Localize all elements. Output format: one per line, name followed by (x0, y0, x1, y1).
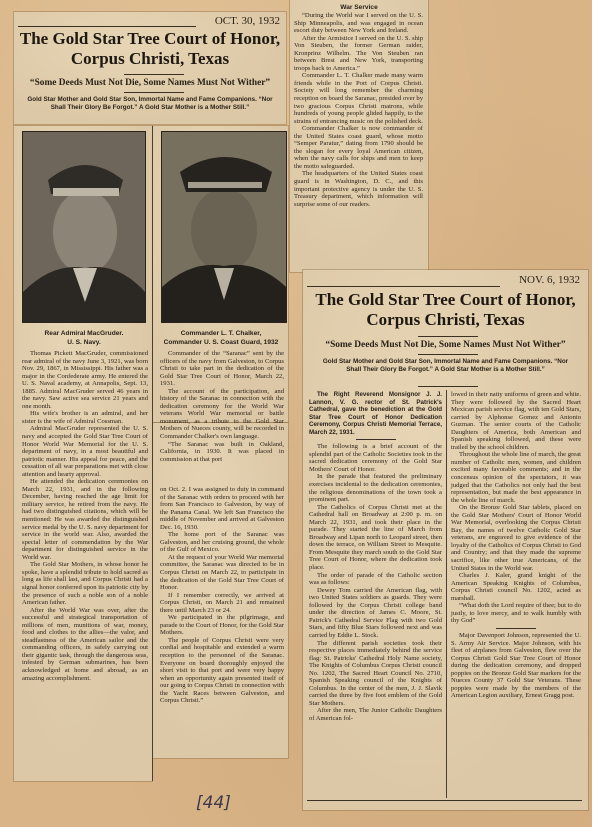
clipping-1-date: OCT. 30, 1932 (214, 15, 280, 27)
paragraph: At the request of your World War memorial committee, the Saranac was directed to be in Corpus Christi on March 22, to participate in the dedication of the Gold Star Tree Court of Honor. (160, 553, 284, 592)
paragraph: “During the World war I served on the U. S. Ship Minneapolis, and was engaged in ocean escort duty between New York and Ireland. (294, 12, 423, 35)
paragraph: After the World War was over, after the successful and strategical transportation of millions of men, munitions of war, money, food and clothes to the allies—the valor, and steadfastness of the American sailor and the commanding officers, in safely carrying out their gigantic task, through the dangerous seas, infested by German submarines, has been acknowledged at home and abroad, as an amazing accomplishment. (22, 606, 148, 682)
clipping-2-headline-line2: Corpus Christi, Texas (366, 310, 525, 329)
paragraph: The Catholics of Corpus Christi met at the Cathedral hall on Broadway at 2:00 p. m. on March 22, 1931, and took their place in the parade. They started the line of March from Broadway and Lipan north to Leopard street, then down the terrace, on William Street to Mesquite. From Mesquite they march south to the Gold Star Tree Court of Honor, where the dedication took place. (309, 503, 442, 572)
clipping-1-headline-line1: The Gold Star Tree Court of Honor, (19, 29, 281, 48)
rule (496, 628, 536, 629)
clipping-2 (303, 270, 588, 810)
date-rule (18, 26, 196, 27)
paragraph: Thomas Pickett MacGruder, commissioned rear admiral of the navy June 3, 1921, was born Nov. 29, 1867, in Mississippi. His father was a major in the Confederate army. He entered the U. S. Naval academy, at Annapolis, Sept. 13, 1885. Admiral MacGruder served 46 years in the navy. Saw active sea service 21 years and one month. (22, 350, 148, 410)
photo-2-caption-line1: Commander L. T. Chalker, (180, 330, 262, 337)
clipping-2-column-2 (451, 391, 581, 700)
paragraph: Major Davenport Johnson, represented the U. S. Army Air Service. Major Johnson, with his fleet of airplanes from Galveston, flew over the Corpus Christi Gold Star Tree Court of Honor during the dedication ceremony, and dropped poppies on the Bronze Gold Star markers for the Nueces County 37 Gold Star Veterans. These poppies were made by the members of the American Legion auxiliary, Ernest Gragg post. (451, 631, 581, 700)
clipping-2-date: NOV. 6, 1932 (519, 274, 580, 286)
paragraph: Throughout the whole line of march, the great number of Catholic men, women, and children excited many favorable comments; and in the concensus opinion of the spectators, it was judged that the Catholics not only had the best representation, but made the best appearance in the whole line of march. (451, 451, 581, 504)
photo-rear-admiral-macgruder (22, 131, 146, 323)
photo-commander-chalker (161, 131, 287, 323)
rule (124, 74, 184, 75)
clipping-1-header (14, 12, 286, 124)
handwritten-page-number: [44] (196, 793, 231, 813)
paragraph: on Oct. 2. I was assigned to duty in command of the Saranac with orders to proceed with her from San Francisco to Galveston, by way of the Panama Canal. We left San Francisco the middle of November and arrived at Galveston Dec. 16, 1930. (160, 486, 284, 531)
date-rule (307, 286, 500, 287)
paragraph: The account of the participation, and history of the Saranac in connection with the dedication ceremony for the World War veterans World War memorial or battle monument, as a tribute to the Gold Star Mothers of Nueces county, will be recorded in Commander Chalker's own language. (160, 387, 284, 441)
photo-1-caption-line2: U. S. Navy. (67, 338, 101, 346)
clipping-1-column-2b (160, 486, 284, 705)
paragraph: Commander Chalker is now commander of the United States coast guard, whose motto “Semper Paratur,” dating from 1790 should be the slogan for every loyal American citizen, when the navy calls for ships and men to keep the motto safeguarded. (294, 125, 423, 170)
photo-2-caption (155, 330, 287, 347)
rule (418, 354, 478, 355)
paragraph: lowed in their natty uniforms of green and white. They were followed by the Sacred Heart Mexican parish service flag, with ten Gold Stars, carried by Alphonse Gomez and Antonio Guzman. The senior courts of the Catholic Daughters of America, both American and Spanish speaking followed, and these were trailed by the school children. (451, 391, 581, 451)
clipping-1-subhead: “Some Deeds Must Not Die, Some Names Must Not Wither” (29, 78, 271, 88)
paragraph: If I remember correctly, we arrived at Corpus Christi, on March 21 and remained there until March 23 or 24. (160, 591, 284, 614)
clipping-2-deck: Gold Star Mother and Gold Star Son, Immortal Name and Fame Companions. “Nor Shall Their Glory Be Forgot.” A Gold Star Mother is a Mother Still.” (322, 358, 569, 373)
clipping-1-headline-line2: Corpus Christi, Texas (70, 49, 230, 68)
rule (356, 439, 396, 440)
war-service-heading: War Service (340, 4, 378, 11)
column-divider (152, 126, 153, 781)
clipping-1-column-2a (160, 350, 284, 463)
paragraph: The different parish societies took their respective places immediately behind the service flag: St. Patricks' Cathedral Holy Name society, The Knights of Columbus Corpus Christi council No. 1202, The Sacred Heart Council No. 2710, Spanish Speaking council of the Knights of Columbus. In the center of the men, J. J. Slavik carried the three by five foot emblem of the Gold Star Mothers. (309, 639, 442, 707)
lead-paragraph: The Right Reverend Monsignor J. J. Lannon, V. G. rector of St. Patrick's Cathedral, gave the benediction at the Gold Star Tree Court of Honor Dedication Ceremony, Corpus Christi Memorial Terrace, March 22, 1931. (309, 391, 442, 436)
rule (307, 800, 582, 801)
clipping-1-deck: Gold Star Mother and Gold Star Son, Immortal Name and Fame Companions. “Nor Shall Their Glory Be Forgot.” A Gold Star Mother is a Mother Still.” (27, 96, 273, 111)
paragraph: Commander of the “Saranac” sent by the officers of the navy from Galveston, to Corpus Christi to take part in the dedication of the Gold Star Tree Court of Honor, March 22, 1931. (160, 350, 284, 388)
paragraph: “The Saranac was built in Oakland, California, in 1930. It was placed in commission at that port (160, 440, 284, 463)
rule (418, 386, 478, 387)
clipping-1-column-3 (290, 11, 428, 208)
paragraph: The Gold Star Mothers, in whose honor he spoke, have a splendid tribute to hold sacred as long as life shall last, and Corpus Christi had a signal honor conferred upon its patriotic city by the presence of such a noble son of a noble American father. (22, 561, 148, 607)
photo-1-caption-line1: Rear Admiral MacGruder. (44, 330, 124, 337)
portrait-image (162, 132, 286, 322)
paragraph: His wife's brother is an admiral, and her sister is the wife of Admiral Cossman. (22, 410, 148, 425)
paragraph: The home port of the Saranac was Galveston, and her cruising ground, the whole of the Gulf of Mexico. (160, 531, 284, 554)
rule (124, 92, 184, 93)
clipping-1-column-1 (22, 350, 148, 682)
paragraph: Dewey Tom carried the American flag, with two United States soldiers as guards. They were followed by the Corpus Christi college band under the direction of James C. Moore, St. Patrick's Cathedral Service Flag with two Gold Stars, and fifty Blue Stars followed next and was carried by Eddie L. Stock. (309, 586, 442, 639)
paragraph: Admiral MacGruder represented the U. S. navy and accepted the Gold Star Tree Court of Honor World War Memorial for the U. S. department of navy, in a most beautiful and patriotic manner. His appeal for peace, and the cessation of all war preparations met with close attention and hearty approval. (22, 425, 148, 478)
paragraph: On the Bronze Gold Star tablets, placed on the Gold Star Mothers' Court of Honor World War Memorial, overlooking the Corpus Christi Bay, the names of twelve Catholic Gold Star veterans, are engraved to give evidence of the loyalty of the Catholics of Corpus Christi to God and Country; and that they made the supreme sacrifice, like other true Americans, of the United States in the World war. (451, 504, 581, 572)
paragraph: In the parade that featured the preliminary exercises incidental to the dedication ceremonies, the religious denominations of the town took a prominent part. (309, 473, 442, 504)
column-divider (446, 390, 447, 798)
paragraph: After the men, The Junior Catholic Daughters of American fol- (309, 707, 442, 722)
paragraph: We participated in the pilgrimage, and parade to the Court of Honor, for the Gold Star Mothers. (160, 614, 284, 637)
photo-2-caption-line2: Commander U. S. Coast Guard, 1932 (163, 338, 279, 346)
clipping-2-headline-line1: The Gold Star Tree Court of Honor, (315, 290, 576, 309)
paragraph: “What doth the Lord require of thee; but to do justly, to love mercy, and to walk humbly with thy God” (451, 602, 581, 625)
paragraph: The people of Corpus Christi were very cordial and hospitable and extended a warm reception to the personnel of the Saranac. Everyone on board thoroughly enjoyed the short visit to that port and were very happy when an opportunity again presented itself of our going to Corpus Christi in connection with the Yacht Races between Galveston, and Corpus Christi.” (160, 636, 284, 705)
paragraph: Commander L. T. Chalker made many warm friends while in the Port of Corpus Christi. Society will long remember the charming reception on board the Saranac, presided over by two gracious Corpus Christi matrons, while hundreds of young people glided happily, to the strains of entrancing music on the polished deck. (294, 72, 423, 125)
rule (418, 336, 478, 337)
portrait-image (23, 132, 145, 322)
paragraph: The headquarters of the United States coast guard is in Washington, D. C., and this important protective agency is under the U. S. Treasury department, which information will surprise some of our readers. (294, 170, 423, 208)
clipping-2-column-1 (309, 391, 442, 723)
paragraph: Charles J. Kaler, grand knight of the American Speaking Knights of Columbus, Corpus Christi council No. 1202, acted as marshall. (451, 572, 581, 602)
paragraph: The following is a brief account of the splendid part of the Catholic Societies took in the sacred dedication ceremony of the Gold Star Mothers' Court of Honor. (309, 443, 442, 473)
paragraph: He attended the dedication ceremonies on March 22, 1931, and in the following December, having reached the age limit for military service, he retired from the navy. He had two distinguished citations, which will be mentioned: He was awarded the distinguished service medal by the U. S. navy department for service in the world war. Also, awarded the special letter of commendation by the War department for distinguished service in the World war. (22, 478, 148, 561)
paragraph: After the Armistice I served on the U. S. ship Von Steuben, the former German raider, Kronprinz Wilhelm. The Von Steuben ran between Brest and New York, transporting troops back to America.” (294, 34, 423, 72)
paragraph: The order of parade of the Catholic section was as follows: (309, 571, 442, 587)
clipping-1-war-service (290, 0, 428, 272)
clipping-2-subhead: “Some Deeds Must Not Die, Some Names Must Not Wither” (325, 340, 566, 350)
photo-1-caption (18, 330, 150, 347)
